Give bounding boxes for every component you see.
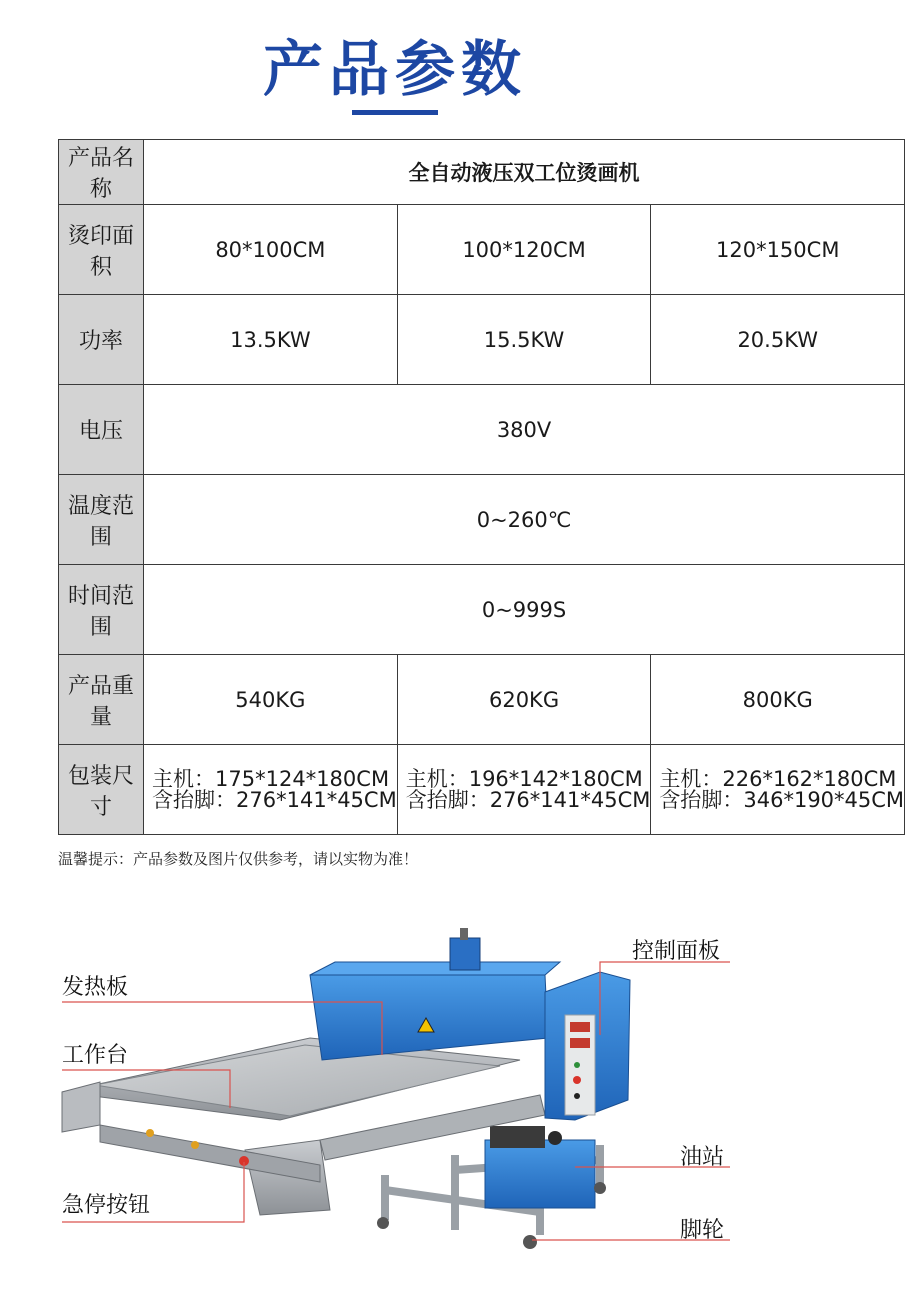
area-value-2: 100*120CM xyxy=(397,205,651,295)
product-name-value: 全自动液压双工位烫画机 xyxy=(144,140,905,205)
label-oil-station: 油站 xyxy=(680,1145,725,1170)
label-workbench: 工作台 xyxy=(62,1043,129,1068)
pack-value-1 xyxy=(144,745,398,835)
table-row xyxy=(59,295,905,385)
row-header-temp: 温度范围 xyxy=(59,475,144,565)
weight-value-2: 620KG xyxy=(397,655,651,745)
pack-value-3 xyxy=(651,745,905,835)
table-row xyxy=(59,475,905,565)
area-value-1: 80*100CM xyxy=(144,205,398,295)
pack-main-3: 主机：226*162*180CM xyxy=(659,766,897,791)
machine-illustration xyxy=(0,920,790,1300)
table-row xyxy=(59,385,905,475)
pack-main-1: 主机：175*124*180CM xyxy=(152,766,390,791)
voltage-label-2: 压 xyxy=(101,419,124,444)
title-underline xyxy=(352,110,438,115)
label-casters: 脚轮 xyxy=(680,1218,725,1243)
area-value-3: 120*150CM xyxy=(651,205,905,295)
weight-value-3: 800KG xyxy=(651,655,905,745)
spec-table xyxy=(58,139,905,835)
row-header-name: 产品名称 xyxy=(59,140,144,205)
power-value-2: 15.5KW xyxy=(397,295,651,385)
table-row xyxy=(59,565,905,655)
voltage-label-1: 电 xyxy=(79,419,102,444)
power-value-3: 20.5KW xyxy=(651,295,905,385)
row-header-weight: 产品重量 xyxy=(59,655,144,745)
voltage-value: 380V xyxy=(144,385,905,475)
control-cabinet xyxy=(545,972,630,1120)
time-value: 0~999S xyxy=(144,565,905,655)
table-row xyxy=(59,745,905,835)
power-value-1: 13.5KW xyxy=(144,295,398,385)
notice-text: 温馨提示：产品参数及图片仅供参考，请以实物为准！ xyxy=(58,850,419,868)
row-header-power xyxy=(59,295,144,385)
pack-value-2 xyxy=(397,745,651,835)
pack-feet-3: 含抬脚：346*190*45CM xyxy=(659,787,905,812)
temp-value: 0~260℃ xyxy=(144,475,905,565)
press-head xyxy=(310,928,560,1060)
pack-main-2: 主机：196*142*180CM xyxy=(405,766,643,791)
page-title: 产品参数 xyxy=(263,35,527,105)
pack-feet-2: 含抬脚：276*141*45CM xyxy=(405,787,651,812)
label-control-panel: 控制面板 xyxy=(632,939,721,964)
pack-feet-1: 含抬脚：276*141*45CM xyxy=(152,787,397,812)
label-heat-plate: 发热板 xyxy=(62,975,129,1000)
label-estop: 急停按钮 xyxy=(62,1193,151,1218)
title-block xyxy=(0,30,790,110)
row-header-pack: 包装尺寸 xyxy=(59,745,144,835)
row-header-time: 时间范围 xyxy=(59,565,144,655)
row-header-area: 烫印面积 xyxy=(59,205,144,295)
weight-value-1: 540KG xyxy=(144,655,398,745)
power-label-2: 率 xyxy=(101,329,124,354)
row-header-voltage xyxy=(59,385,144,475)
power-label-1: 功 xyxy=(79,329,102,354)
table-row xyxy=(59,655,905,745)
table-row xyxy=(59,140,905,205)
table-row xyxy=(59,205,905,295)
